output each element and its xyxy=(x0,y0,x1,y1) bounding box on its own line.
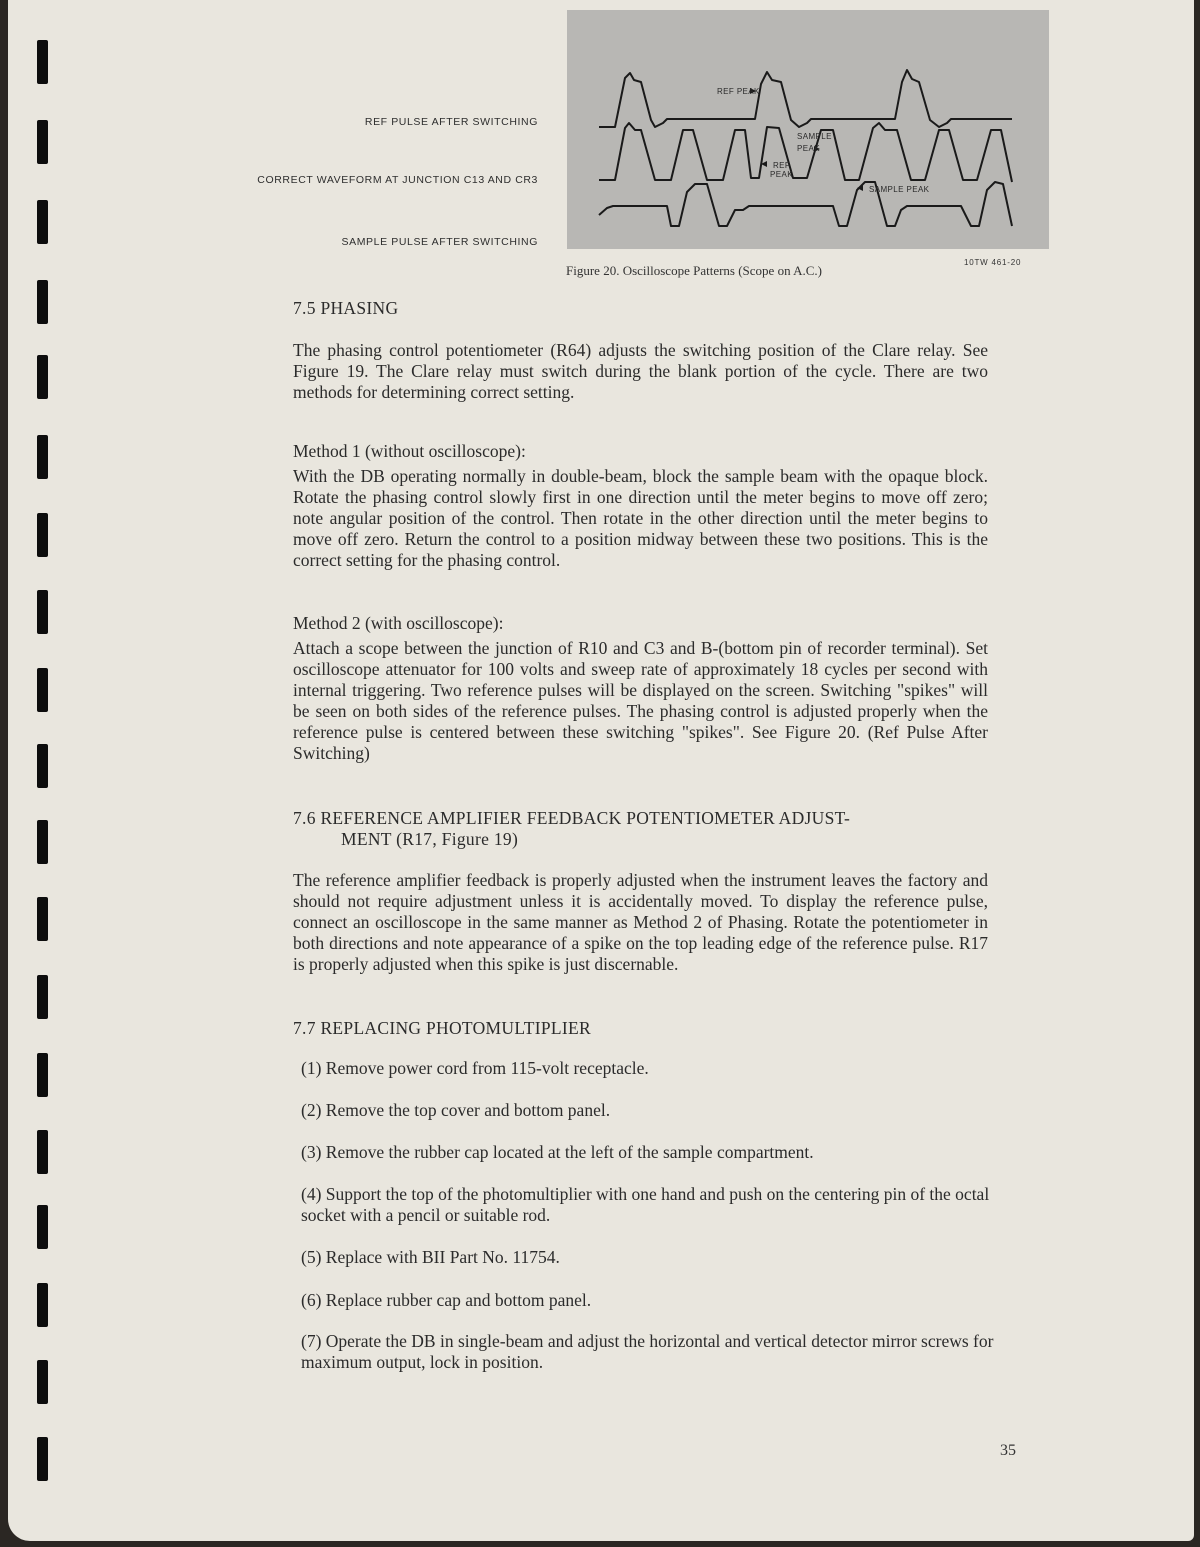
manual-page xyxy=(8,0,1194,1541)
oscilloscope-figure xyxy=(567,10,1049,249)
section-7-7-heading: 7.7 REPLACING PHOTOMULTIPLIER xyxy=(293,1018,591,1038)
binding-hole xyxy=(37,744,48,788)
sample-peak-annotation-bottom: SAMPLE PEAK xyxy=(869,185,930,194)
figure-id: 10TW 461-20 xyxy=(964,258,1022,267)
section-7-6-heading-line1: 7.6 REFERENCE AMPLIFIER FEEDBACK POTENTIOMETER ADJUST- xyxy=(293,808,851,828)
method-1-title: Method 1 (without oscilloscope): xyxy=(293,441,526,461)
binding-hole xyxy=(37,975,48,1019)
section-7-5-paragraph: The phasing control potentiometer (R64) adjusts the switching position of the Clare relay. See Figure 19. The Clare relay must switch during the blank portion of the cycle. There are two methods for determining correct setting. xyxy=(293,340,988,402)
binding-hole xyxy=(37,1360,48,1404)
binding-hole xyxy=(37,1283,48,1327)
binding-hole xyxy=(37,120,48,164)
binding-hole xyxy=(37,435,48,479)
method-2-title: Method 2 (with oscilloscope): xyxy=(293,613,504,633)
binding-hole xyxy=(37,1053,48,1097)
ref-peak-annotation-mid-line2: PEAK xyxy=(770,170,793,179)
method-2-text: Attach a scope between the junction of R10 and C3 and B-(bottom pin of recorder terminal). Set oscilloscope attenuator for 100 volts and sweep rate of approximately 18 cycles per second with internal triggering. Two reference pulses will be displayed on the screen. Switching "spikes" will be seen on both sides of the reference pulses. The phasing control is adjusted properly when the reference pulse is centered between these switching "spikes". See Figure 20. (Ref Pulse After Switching) xyxy=(293,638,988,763)
step-item: (2) Remove the top cover and bottom panel. xyxy=(301,1100,611,1120)
correct-waveform-label: CORRECT WAVEFORM AT JUNCTION C13 AND CR3 xyxy=(257,174,538,186)
ref-peak-annotation-mid-line1: REF xyxy=(773,161,791,170)
oscilloscope-traces xyxy=(567,10,1049,249)
step-item: (5) Replace with BII Part No. 11754. xyxy=(301,1247,560,1267)
ref-pulse-trace xyxy=(599,70,1012,127)
binding-hole xyxy=(37,1437,48,1481)
sample-peak-annotation-line2: PEAK xyxy=(797,144,820,153)
binding-hole xyxy=(37,355,48,399)
step-item: (3) Remove the rubber cap located at the left of the sample compartment. xyxy=(301,1142,814,1162)
method-1-text: With the DB operating normally in double-beam, block the sample beam with the opaque block. Rotate the phasing control slowly first in one direction until the meter begins to move off zero; note angular position of the control. Then rotate in the other direction until the meter begins to move off zero. Return the control to a position midway between these two positions. This is the correct setting for the phasing control. xyxy=(293,466,988,570)
binding-hole xyxy=(37,590,48,634)
sample-pulse-label: SAMPLE PULSE AFTER SWITCHING xyxy=(341,236,538,248)
sample-peak-annotation-line1: SAMPLE xyxy=(797,132,832,141)
figure-caption: Figure 20. Oscilloscope Patterns (Scope on A.C.) xyxy=(566,263,822,278)
binding-hole xyxy=(37,897,48,941)
binding-hole xyxy=(37,1205,48,1249)
sample-pulse-trace xyxy=(599,182,1012,226)
binding-hole xyxy=(37,820,48,864)
step-item: (1) Remove power cord from 115-volt receptacle. xyxy=(301,1058,649,1078)
step-item: (7) Operate the DB in single-beam and adjust the horizontal and vertical detector mirror screws for maximum output, lock in position. xyxy=(301,1331,994,1372)
page-number: 35 xyxy=(1000,1442,1016,1459)
binding-hole xyxy=(37,1130,48,1174)
binding-hole xyxy=(37,668,48,712)
ref-peak-annotation-top: REF PEAK xyxy=(717,87,760,96)
section-7-6-heading-line2: MENT (R17, Figure 19) xyxy=(341,829,519,849)
step-item: (6) Replace rubber cap and bottom panel. xyxy=(301,1290,592,1310)
binding-hole xyxy=(37,280,48,324)
binding-hole xyxy=(37,40,48,84)
section-7-5-heading: 7.5 PHASING xyxy=(293,298,399,318)
step-item: (4) Support the top of the photomultiplier with one hand and push on the centering pin of the octal socket with a pencil or suitable rod. xyxy=(301,1184,990,1225)
binding-hole xyxy=(37,200,48,244)
ref-pulse-label: REF PULSE AFTER SWITCHING xyxy=(364,116,538,128)
binding-hole xyxy=(37,513,48,557)
section-7-6-paragraph: The reference amplifier feedback is properly adjusted when the instrument leaves the factory and should not require adjustment unless it is accidentally moved. To display the reference pulse, connect an oscilloscope in the same manner as Method 2 of Phasing. Rotate the potentiometer in both directions and note appearance of a spike on the top leading edge of the reference pulse. R17 is properly adjusted when this spike is just discernable. xyxy=(293,870,988,974)
